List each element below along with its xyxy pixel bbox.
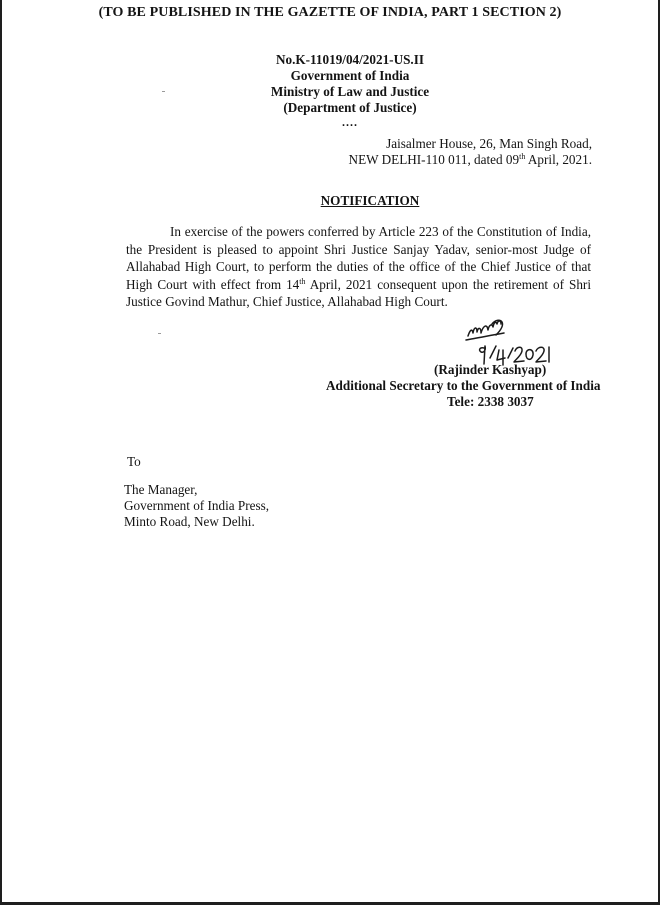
- recipient-to-label: To: [127, 454, 141, 469]
- ministry-name: Ministry of Law and Justice: [270, 84, 430, 99]
- signatory-block: [326, 362, 600, 410]
- sender-address: [349, 136, 592, 168]
- letter-header: [0, 52, 660, 128]
- recipient-line-3: Minto Road, New Delhi.: [124, 514, 255, 529]
- notification-text-part-1: In exercise of the powers conferred by Article 223 of the Constitution of India, the President is pleased to appoint Shri Justice Sanjay Yadav, senior-most Judge of Allahabad High Court, to perform the duties of the office of the Chief Justice of that High Court with effect from 14: [126, 224, 591, 292]
- address-date-ordinal: th: [519, 152, 526, 161]
- notification-text-part-2: April, 2021 consequent upon the retirement of Shri Justice Govind Mathur, Chief Justice, Allahabad High Court.: [126, 276, 591, 309]
- address-date-suffix: April, 2021.: [525, 152, 592, 167]
- scan-speck: [158, 333, 161, 334]
- signatory-name: (Rajinder Kashyap): [434, 362, 547, 377]
- address-line-1: Jaisalmer House, 26, Man Singh Road,: [386, 136, 592, 151]
- gazette-note: (TO BE PUBLISHED IN THE GAZETTE OF INDIA, PART 1 SECTION 2): [98, 5, 562, 20]
- recipient-line-2: Government of India Press,: [124, 498, 270, 513]
- signatory-designation: Additional Secretary to the Government of India: [326, 378, 601, 393]
- government-name: Government of India: [290, 68, 410, 83]
- recipient-line-1: The Manager,: [124, 482, 198, 497]
- header-separator: ....: [342, 115, 358, 129]
- notification-ordinal: th: [299, 276, 306, 286]
- recipient-address: [124, 482, 269, 530]
- signatory-telephone: Tele: 2338 3037: [447, 394, 534, 409]
- department-name: (Department of Justice): [283, 100, 417, 115]
- page-left-border: [0, 0, 2, 905]
- file-number: No.K-11019/04/2021-US.II: [275, 52, 424, 67]
- notification-title: NOTIFICATION: [320, 193, 420, 208]
- notification-body: [126, 223, 591, 311]
- address-line-2: [349, 152, 592, 168]
- address-date-prefix: NEW DELHI-110 011, dated 09: [348, 152, 520, 167]
- scan-speck: [162, 91, 165, 92]
